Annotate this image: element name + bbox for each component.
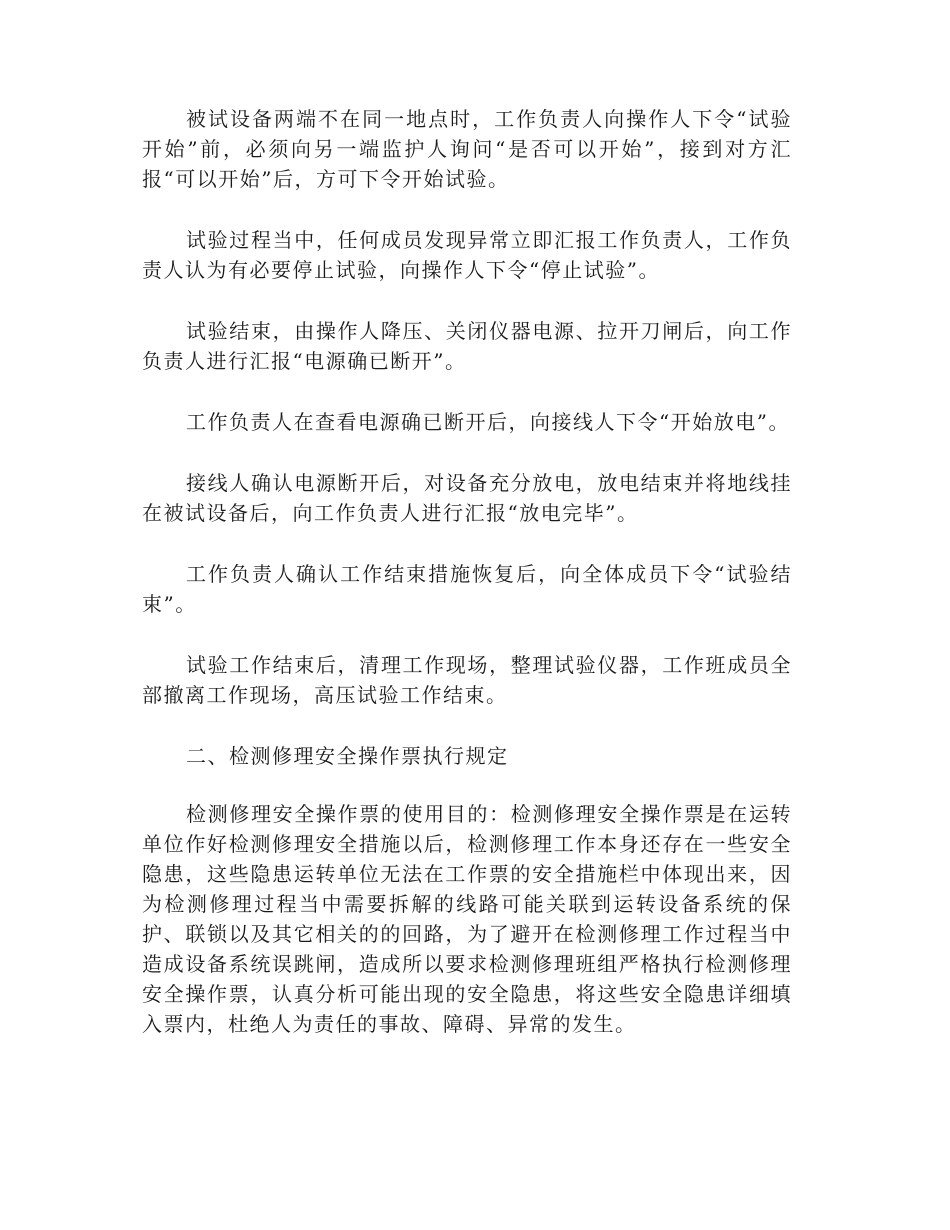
paragraph-both-ends-test: 被试设备两端不在同一地点时，工作负责人向操作人下令“试验开始”前，必须向另一端监护人询问“是否可以开始”，接到对方汇报“可以开始”后，方可下令开始试验。 bbox=[142, 107, 792, 191]
paragraph-abnormal-report: 试验过程当中，任何成员发现异常立即汇报工作负责人，工作负责人认为有必要停止试验，向操作人下令“停止试验”。 bbox=[142, 228, 792, 282]
document-page bbox=[142, 104, 792, 1070]
paragraph-site-cleanup: 试验工作结束后，清理工作现场，整理试验仪器，工作班成员全部撤离工作现场，高压试验工作结束。 bbox=[142, 653, 792, 707]
section-heading: 二、检测修理安全操作票执行规定 bbox=[186, 744, 509, 768]
paragraph-test-end-power-off: 试验结束，由操作人降压、关闭仪器电源、拉开刀闸后，向工作负责人进行汇报“电源确已断开”。 bbox=[142, 319, 792, 373]
paragraph-test-finished: 工作负责人确认工作结束措施恢复后，向全体成员下令“试验结束”。 bbox=[142, 562, 792, 616]
paragraph-operation-ticket-purpose: 检测修理安全操作票的使用目的：检测修理安全操作票是在运转单位作好检测修理安全措施以后，检测修理工作本身还存在一些安全隐患，这些隐患运转单位无法在工作票的安全措施栏中体现出来，因为检测修理过程当中需要拆解的线路可能关联到运转设备系统的保护、联锁以及其它相关的的回路，为了避开在检测修理工作过程当中造成设备系统误跳闸，造成所以要求检测修理班组严格执行检测修理安全操作票，认真分析可能出现的安全隐患，将这些安全隐患详细填入票内，杜绝人为责任的事故、障碍、异常的发生。 bbox=[142, 802, 792, 1036]
paragraph-start-discharge: 工作负责人在查看电源确已断开后，向接线人下令“开始放电”。 bbox=[186, 410, 790, 434]
paragraph-discharge-complete: 接线人确认电源断开后，对设备充分放电，放电结束并将地线挂在被试设备后，向工作负责人进行汇报“放电完毕”。 bbox=[142, 471, 792, 525]
